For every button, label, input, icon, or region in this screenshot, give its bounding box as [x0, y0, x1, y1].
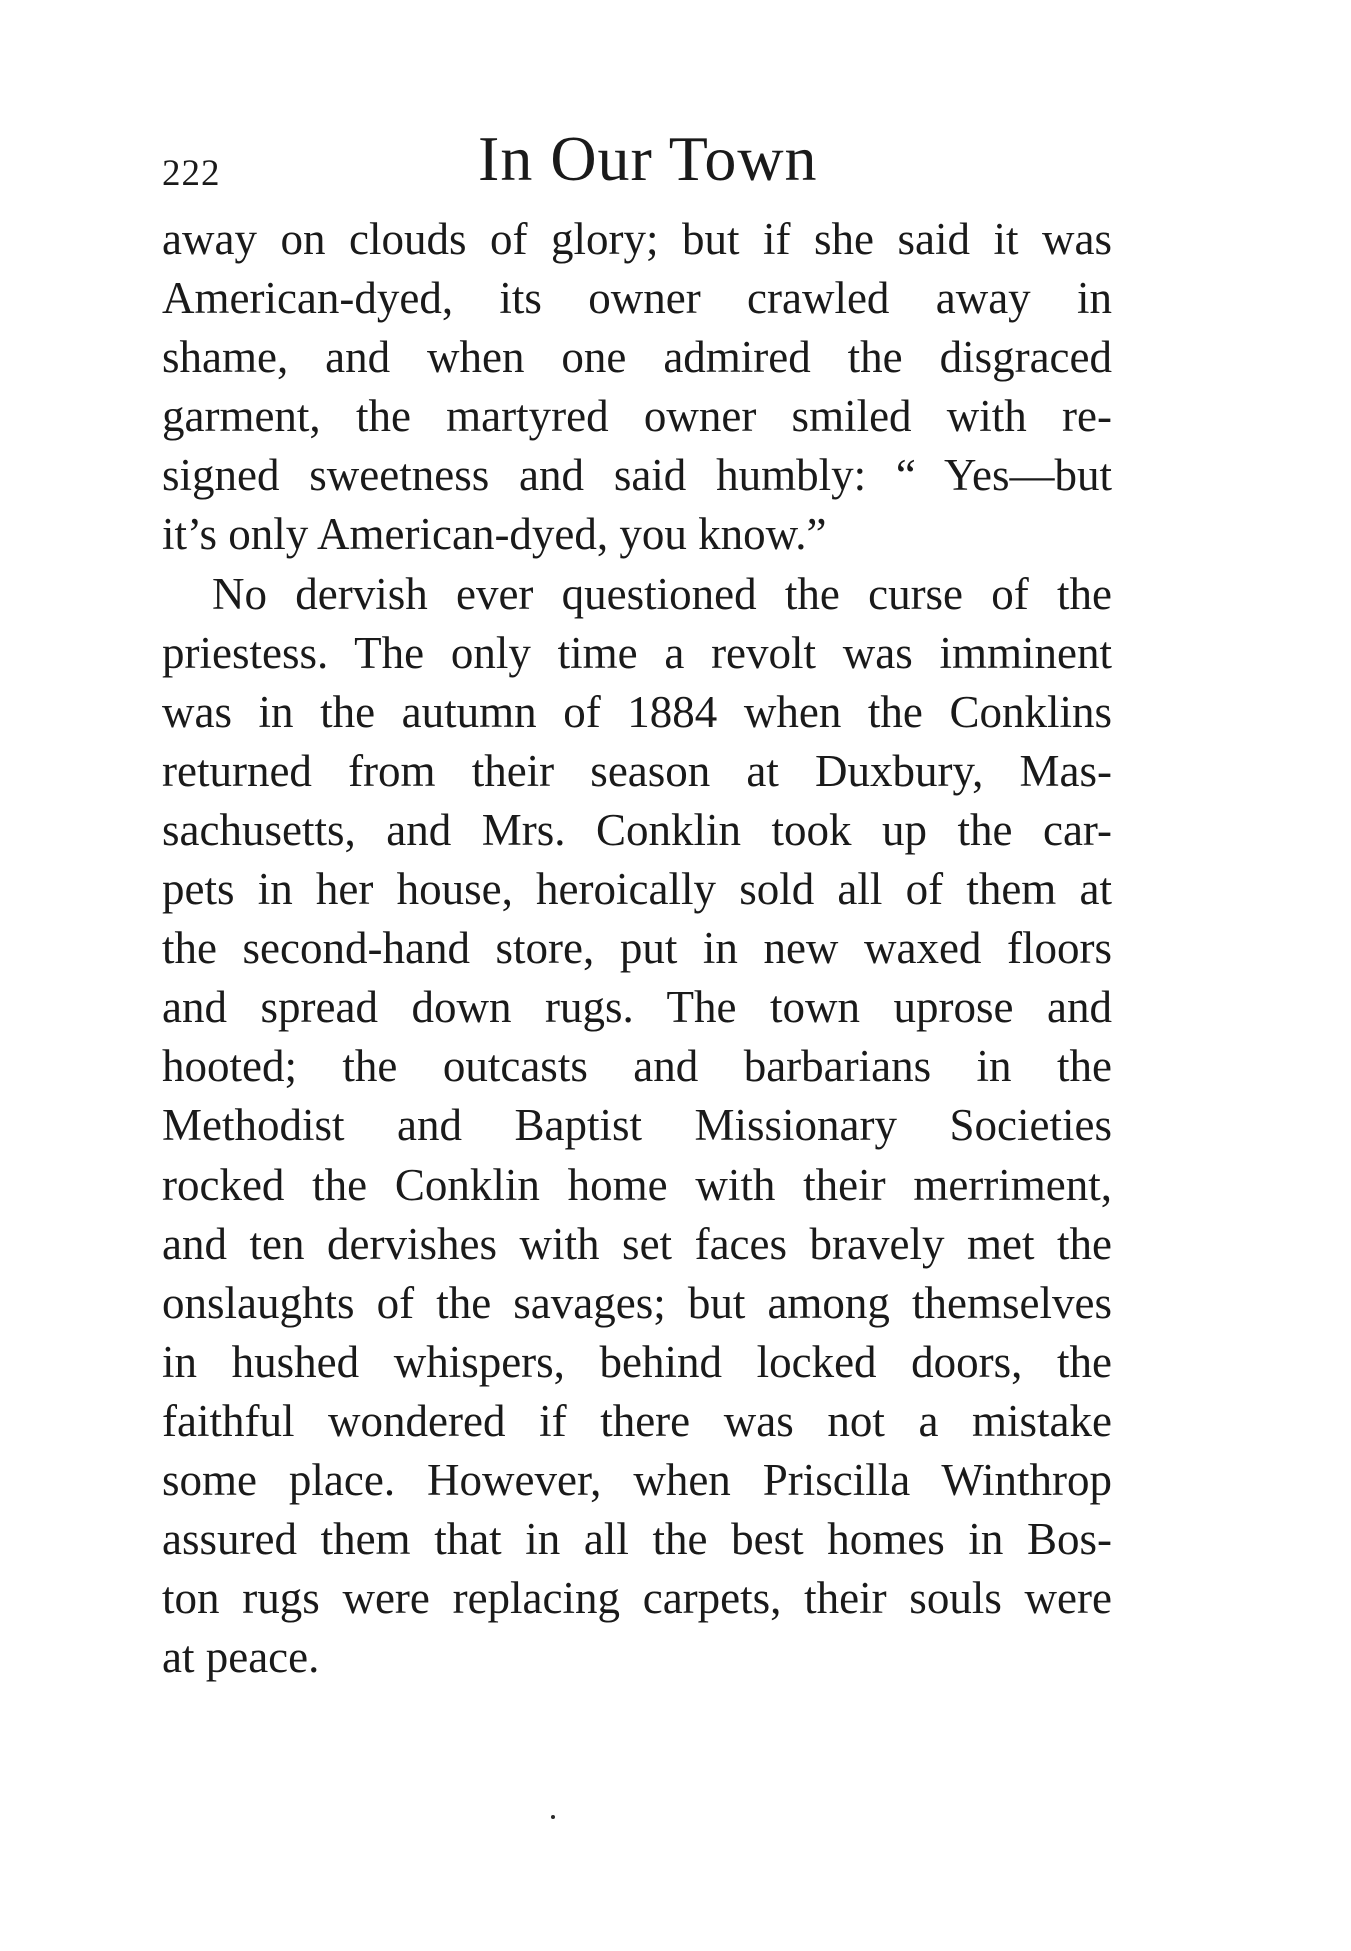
text-line: assured them that in all the best homes in Bos- [162, 1514, 1112, 1565]
text-line: American-dyed, its owner crawled away in [162, 273, 1112, 324]
text-line: rocked the Conklin home with their merriment, [162, 1159, 1112, 1210]
text-line: the second-hand store, put in new waxed floors [162, 923, 1112, 974]
text-line: priestess. The only time a revolt was imminent [162, 627, 1112, 678]
page-number: 222 [162, 153, 221, 194]
text-line: ton rugs were replacing carpets, their souls were [162, 1573, 1112, 1624]
text-line: returned from their season at Duxbury, Mas- [162, 745, 1112, 796]
text-line: onslaughts of the savages; but among themselves [162, 1277, 1112, 1328]
text-line: at peace. [162, 1632, 320, 1683]
text-line: and ten dervishes with set faces bravely met the [162, 1218, 1112, 1269]
paragraph-1 [162, 210, 1112, 565]
text-line: some place. However, when Priscilla Winthrop [162, 1454, 1112, 1505]
paragraph-2 [162, 565, 1112, 1688]
text-line: hooted; the outcasts and barbarians in the [162, 1041, 1112, 1092]
text-line: Methodist and Baptist Missionary Societies [162, 1100, 1112, 1151]
ink-speck [551, 1815, 555, 1819]
text-line: faithful wondered if there was not a mistake [162, 1395, 1112, 1446]
text-line: it’s only American-dyed, you know.” [162, 509, 827, 560]
body-text [162, 210, 1112, 1687]
text-line: was in the autumn of 1884 when the Conklins [162, 686, 1112, 737]
running-title: In Our Town [478, 123, 818, 194]
text-line: sachusetts, and Mrs. Conklin took up the car- [162, 804, 1112, 855]
text-line: No dervish ever questioned the curse of the [212, 568, 1112, 619]
text-line: garment, the martyred owner smiled with re- [162, 391, 1112, 442]
text-line: shame, and when one admired the disgraced [162, 332, 1112, 383]
text-line: and spread down rugs. The town uprose and [162, 982, 1112, 1033]
text-line: pets in her house, heroically sold all of them at [162, 864, 1112, 915]
running-head [162, 122, 1112, 212]
text-line: signed sweetness and said humbly: “ Yes—but [162, 450, 1112, 501]
text-line: away on clouds of glory; but if she said it was [162, 214, 1112, 264]
text-line: in hushed whispers, behind locked doors, the [162, 1336, 1112, 1387]
